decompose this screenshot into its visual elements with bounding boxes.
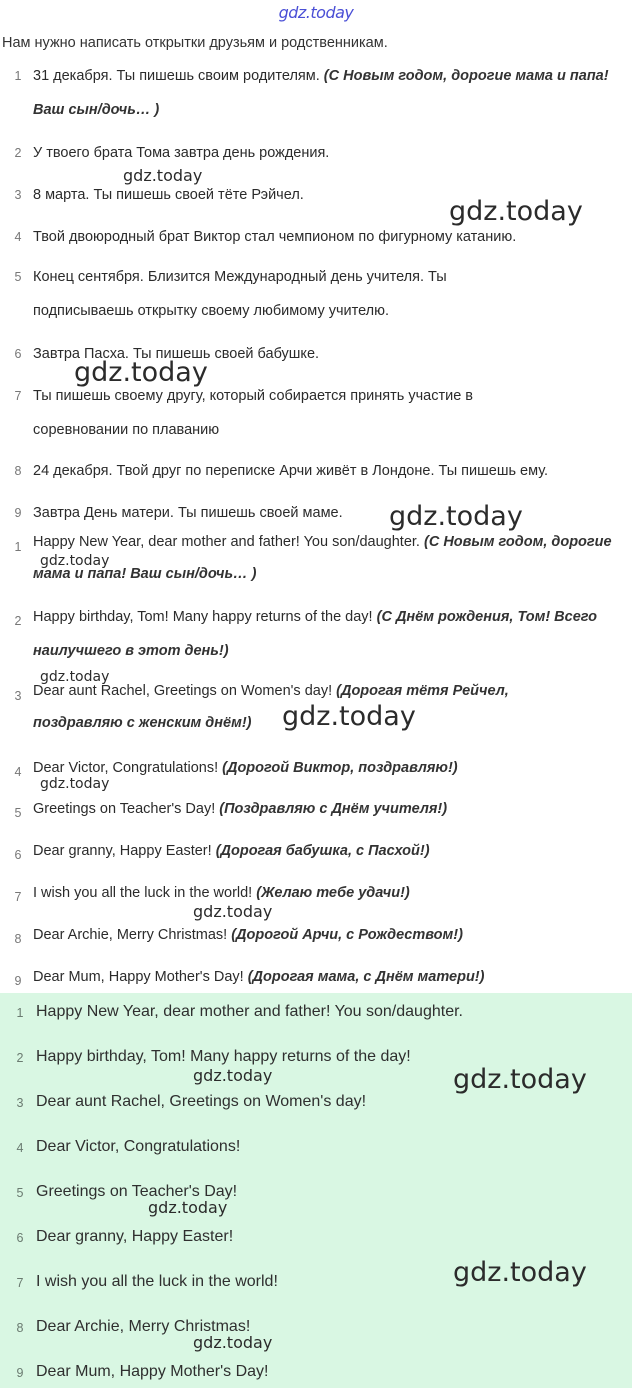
answer-en: Dear Archie, Merry Christmas! — [33, 927, 228, 943]
task-hint: (С Новым годом, дорогие мама и папа! Ваш сын/дочь… ) — [33, 68, 609, 118]
answer-en: I wish you all the luck in the world! — [33, 885, 253, 901]
task-number: 3 — [14, 188, 22, 202]
answer-en: Happy birthday, Tom! Many happy returns of the day! — [33, 609, 373, 625]
final-answer-text: Dear Mum, Happy Mother's Day! — [36, 1363, 269, 1380]
task-text: Завтра День матери. Ты пишешь своей маме. — [33, 505, 343, 521]
answer-ru: (Желаю тебе удачи!) — [256, 885, 410, 901]
answer-ru: (Дорогая мама, с Днём матери!) — [247, 969, 485, 985]
task-text: Конец сентября. Близится Международный день учителя. Ты подписываешь открытку своему любимому учителю. — [33, 269, 447, 319]
site-logo[interactable]: gdz.today — [278, 3, 354, 22]
final-answer-number: 4 — [16, 1141, 24, 1155]
answer-number: 7 — [14, 890, 22, 904]
final-answer-number: 8 — [16, 1321, 24, 1335]
answer-number: 8 — [14, 932, 22, 946]
final-answer-text: Dear aunt Rachel, Greetings on Women's day! — [36, 1093, 367, 1110]
task-text — [33, 59, 628, 127]
answer-text — [33, 526, 623, 590]
task-text: Твой двоюродный брат Виктор стал чемпионом по фигурному катанию. — [33, 229, 517, 245]
answer-number: 1 — [14, 540, 22, 554]
answer-number: 3 — [14, 689, 22, 703]
watermark: gdz.today — [453, 1257, 587, 1288]
final-answer-text: Greetings on Teacher's Day! — [36, 1183, 238, 1200]
answer-text — [33, 918, 628, 952]
task-item — [0, 64, 632, 128]
final-answer-number: 6 — [16, 1231, 24, 1245]
answer-en: Greetings on Teacher's Day! — [33, 801, 216, 817]
watermark: gdz.today — [123, 166, 203, 185]
watermark: gdz.today — [449, 196, 583, 227]
watermark: gdz.today — [389, 501, 523, 532]
answer-number: 4 — [14, 765, 22, 779]
final-answer-text: Happy New Year, dear mother and father! You son/daughter. — [36, 1003, 463, 1020]
final-answer-number: 5 — [16, 1186, 24, 1200]
task-number: 8 — [14, 464, 22, 478]
intro-text: Нам нужно написать открытки друзьям и родственникам. — [2, 35, 388, 51]
watermark: gdz.today — [74, 357, 208, 388]
final-answer-text: Happy birthday, Tom! Many happy returns of the day! — [36, 1048, 411, 1065]
watermark: gdz.today — [193, 1333, 273, 1352]
watermark: gdz.today — [193, 902, 273, 921]
answer-text — [33, 876, 628, 910]
task-number: 5 — [14, 270, 22, 284]
answer-en: Dear aunt Rachel, Greetings on Women's day! — [33, 683, 333, 699]
watermark: gdz.today — [40, 776, 110, 792]
final-answer-number: 9 — [16, 1366, 24, 1380]
answer-ru: (Дорогая тётя Рейчел, поздравляю с женским днём!) — [33, 683, 509, 731]
answer-number: 6 — [14, 848, 22, 862]
final-answer-text: I wish you all the luck in the world! — [36, 1273, 278, 1290]
final-answer-text: Dear granny, Happy Easter! — [36, 1228, 234, 1245]
answer-ru: (С Новым годом, дорогие мама и папа! Ваш сын/дочь… ) — [33, 534, 612, 582]
answer-text — [33, 751, 628, 785]
watermark: gdz.today — [453, 1064, 587, 1095]
answer-number: 5 — [14, 806, 22, 820]
task-number: 9 — [14, 506, 22, 520]
answer-text — [33, 834, 628, 868]
task-text: Завтра Пасха. Ты пишешь своей бабушке. — [33, 346, 320, 362]
task-number: 1 — [14, 69, 22, 83]
answer-text — [33, 960, 628, 994]
task-text-main: 31 декабря. Ты пишешь своим родителям. — [33, 68, 320, 84]
task-number: 2 — [14, 146, 22, 160]
task-text: У твоего брата Тома завтра день рождения. — [33, 145, 330, 161]
final-answer-number: 1 — [16, 1006, 24, 1020]
watermark: gdz.today — [148, 1198, 228, 1217]
answer-ru: (Дорогой Виктор, поздравляю!) — [222, 760, 458, 776]
task-number: 4 — [14, 230, 22, 244]
answer-en: Happy New Year, dear mother and father! You son/daughter. — [33, 534, 420, 550]
answer-number: 9 — [14, 974, 22, 988]
task-text: 8 марта. Ты пишешь своей тёте Рэйчел. — [33, 187, 304, 203]
watermark: gdz.today — [40, 553, 110, 569]
answer-ru: (Поздравляю с Днём учителя!) — [219, 801, 448, 817]
final-answers-block — [0, 993, 632, 1388]
task-number: 7 — [14, 389, 22, 403]
task-text: 24 декабря. Твой друг по переписке Арчи живёт в Лондоне. Ты пишешь ему. — [33, 463, 549, 479]
answer-text — [33, 792, 628, 826]
watermark: gdz.today — [193, 1066, 273, 1085]
answer-ru: (Дорогая бабушка, с Пасхой!) — [215, 843, 430, 859]
answer-en: Dear Mum, Happy Mother's Day! — [33, 969, 244, 985]
answer-en: Dear granny, Happy Easter! — [33, 843, 212, 859]
final-answer-text: Dear Archie, Merry Christmas! — [36, 1318, 251, 1335]
answer-ru: (С Днём рождения, Том! Всего наилучшего в этот день!) — [33, 609, 598, 659]
answer-text — [33, 600, 628, 668]
answer-ru: (Дорогой Арчи, с Рождеством!) — [231, 927, 463, 943]
final-answer-text: Dear Victor, Congratulations! — [36, 1138, 241, 1155]
watermark: gdz.today — [282, 701, 416, 732]
answer-en: Dear Victor, Congratulations! — [33, 760, 219, 776]
answer-number: 2 — [14, 614, 22, 628]
watermark: gdz.today — [40, 669, 110, 685]
final-answer-number: 7 — [16, 1276, 24, 1290]
task-number: 6 — [14, 347, 22, 361]
final-answer-number: 3 — [16, 1096, 24, 1110]
final-answer-number: 2 — [16, 1051, 24, 1065]
task-text: Ты пишешь своему другу, который собирается принять участие в соревновании по плаванию — [33, 388, 473, 438]
